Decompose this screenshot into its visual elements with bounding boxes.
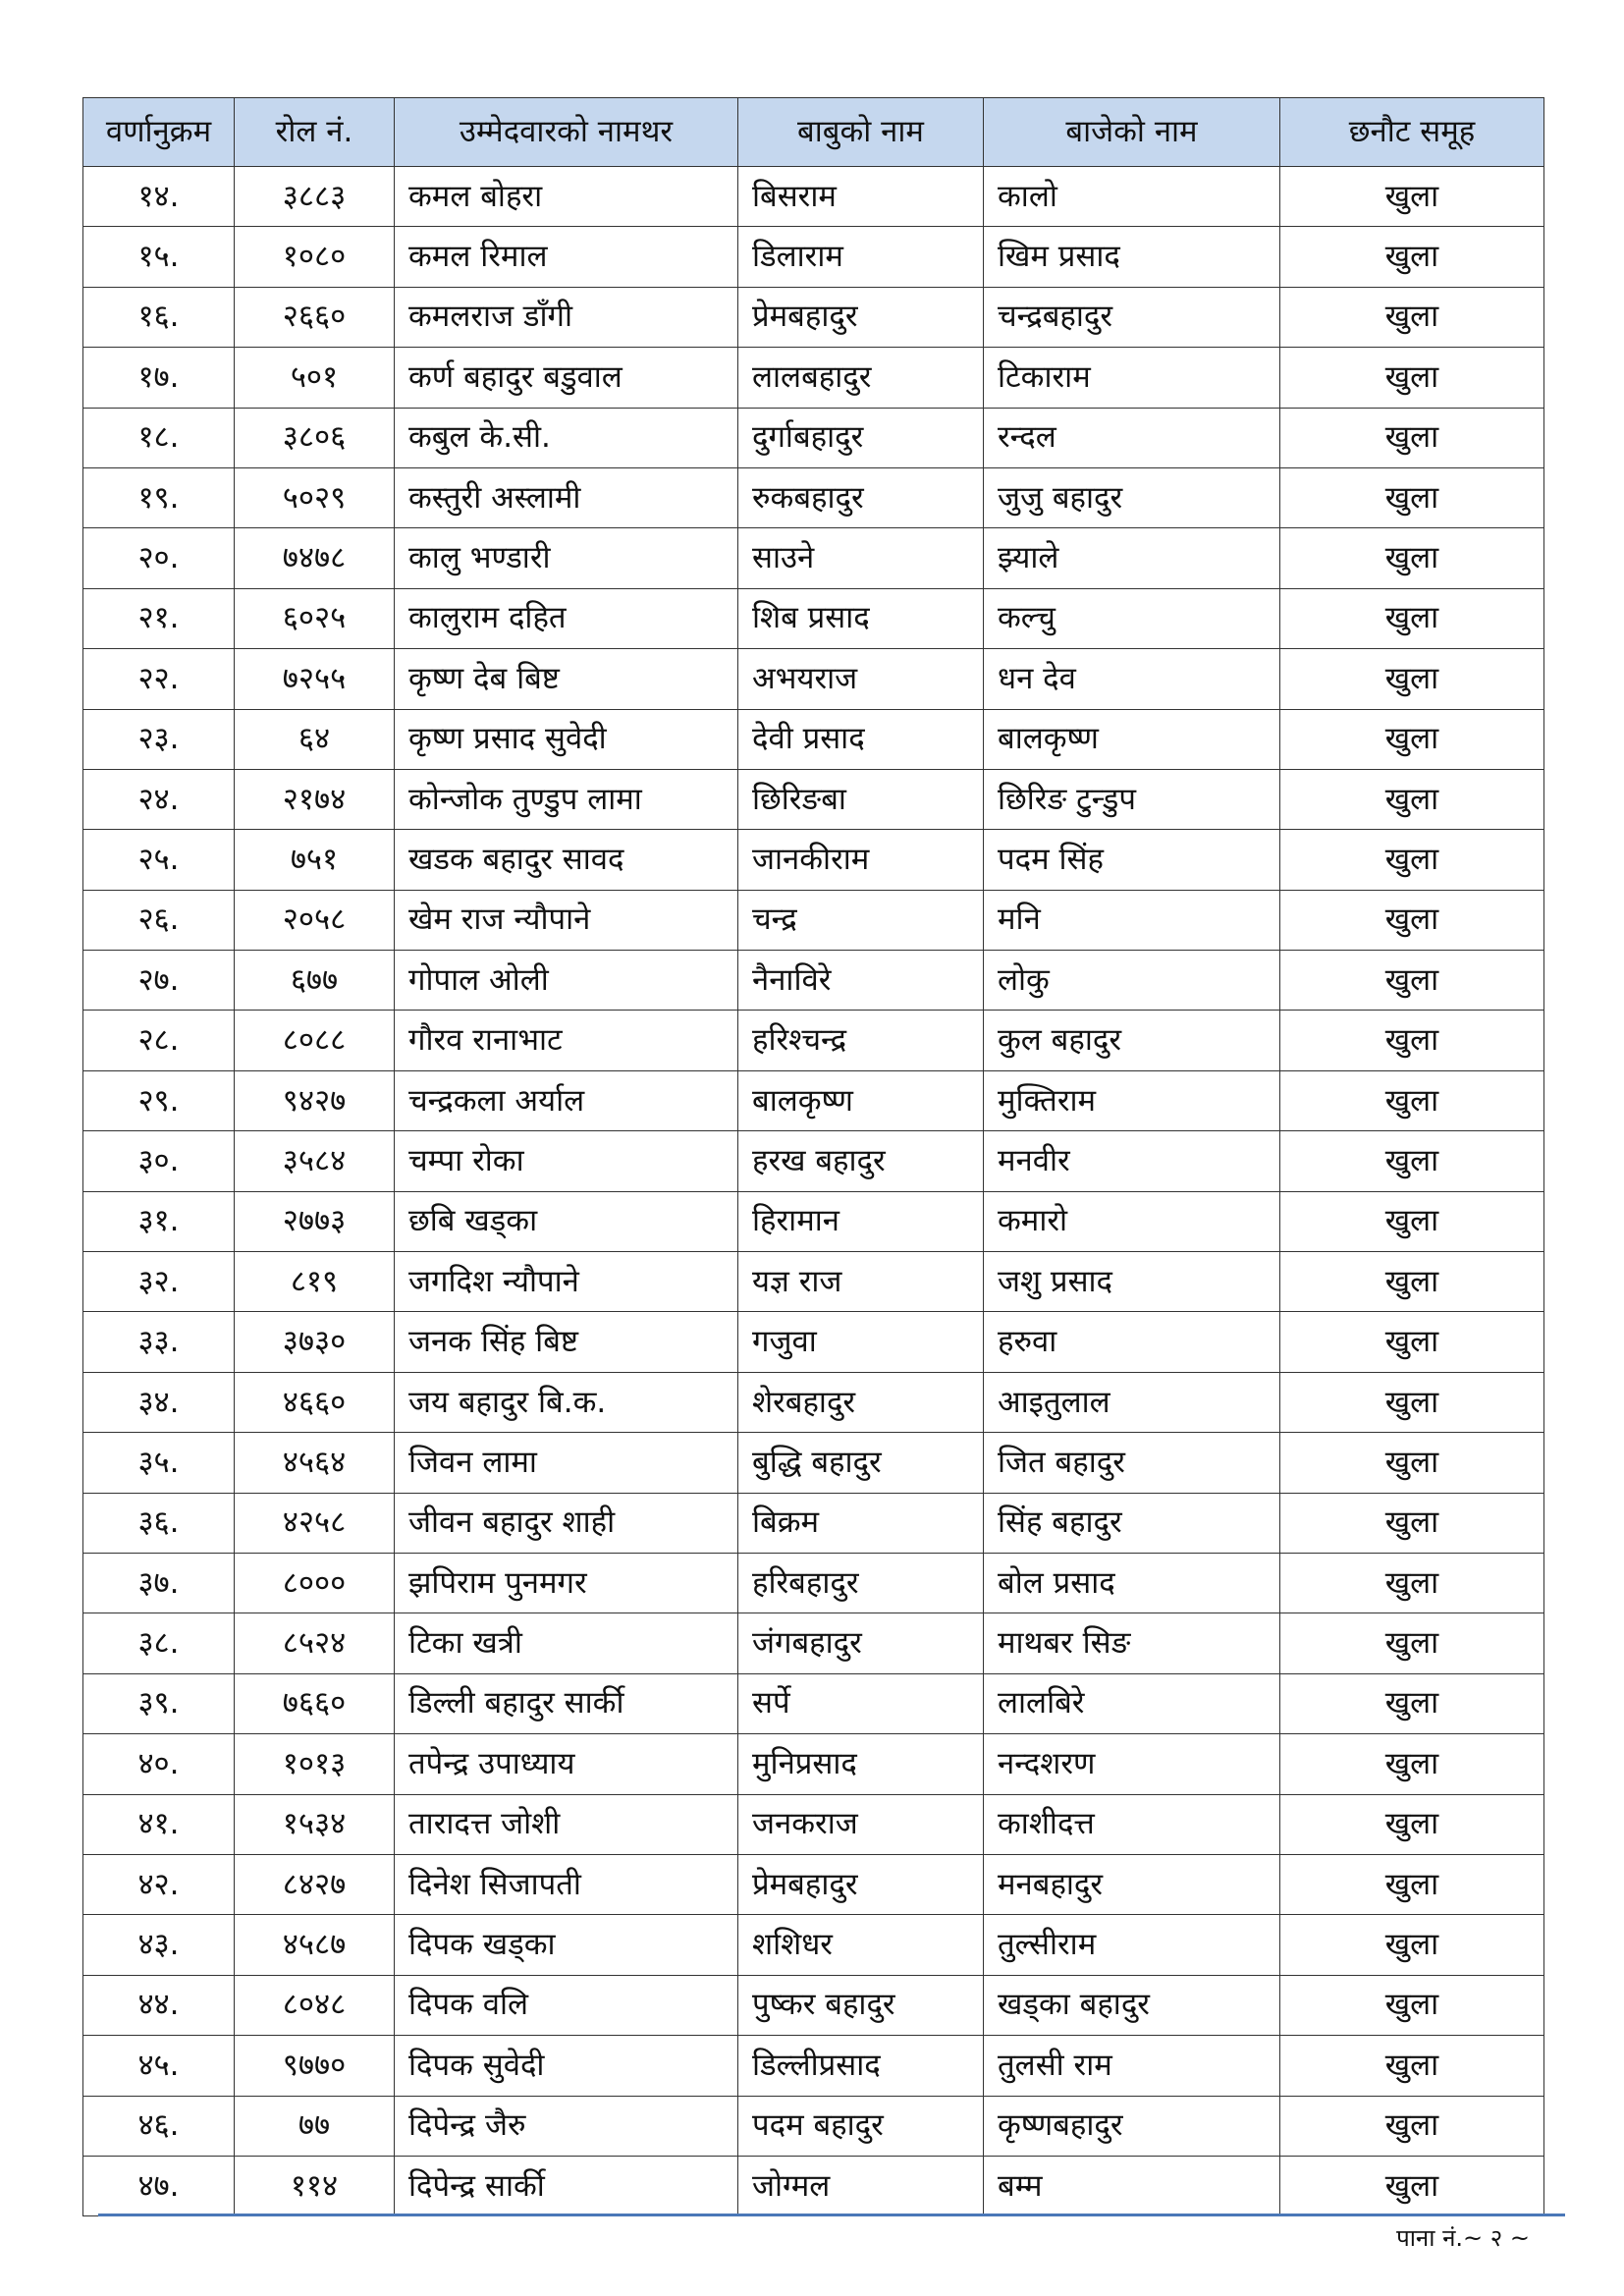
serial-cell: १४. [83,167,235,227]
grandfather-name-cell: सिंह बहादुर [984,1493,1280,1553]
serial-cell: ४४. [83,1975,235,2035]
selection-group-cell: खुला [1280,227,1544,287]
father-name-cell: जंगबहादुर [738,1613,984,1673]
father-name-cell: साउने [738,528,984,588]
table-row [83,588,1544,648]
candidate-name-cell: कालु भण्डारी [395,528,738,588]
roll-number-cell: ९७७० [235,2036,395,2096]
selection-group-cell: खुला [1280,1312,1544,1372]
roll-number-cell: ८००० [235,1553,395,1613]
serial-cell: २३. [83,709,235,769]
grandfather-name-cell: कृष्णबहादुर [984,2096,1280,2156]
serial-cell: ४७. [83,2156,235,2215]
father-name-cell: अभयराज [738,649,984,709]
candidate-name-cell: जीवन बहादुर शाही [395,1493,738,1553]
candidate-name-cell: दिपेन्द्र जैरु [395,2096,738,2156]
serial-cell: १६. [83,287,235,347]
candidate-name-cell: तारादत्त जोशी [395,1794,738,1854]
candidate-name-cell: डिल्ली बहादुर सार्की [395,1673,738,1733]
grandfather-name-cell: माथबर सिङ [984,1613,1280,1673]
serial-cell: १९. [83,467,235,527]
roll-number-cell: ३८८३ [235,167,395,227]
serial-cell: २१. [83,588,235,648]
table-row [83,2096,1544,2156]
table-row [83,1734,1544,1794]
selection-group-cell: खुला [1280,1493,1544,1553]
father-name-cell: दुर्गाबहादुर [738,408,984,467]
candidate-name-cell: कृष्ण प्रसाद सुवेदी [395,709,738,769]
candidate-name-cell: झपिराम पुनमगर [395,1553,738,1613]
candidate-name-cell: चन्द्रकला अर्याल [395,1070,738,1130]
selection-group-cell: खुला [1280,951,1544,1011]
selection-group-cell: खुला [1280,1433,1544,1493]
grandfather-name-cell: टिकाराम [984,348,1280,408]
roll-number-cell: ४६६० [235,1372,395,1432]
father-name-cell: प्रेमबहादुर [738,1854,984,1914]
candidate-name-cell: कस्तुरी अस्लामी [395,467,738,527]
grandfather-name-cell: चन्द्रबहादुर [984,287,1280,347]
father-name-cell: शेरबहादुर [738,1372,984,1432]
table-row [83,408,1544,467]
roll-number-cell: ७७ [235,2096,395,2156]
serial-cell: २८. [83,1011,235,1070]
candidate-name-cell: कमलराज डाँगी [395,287,738,347]
table-row [83,467,1544,527]
selection-group-cell: खुला [1280,1070,1544,1130]
father-name-cell: सर्पे [738,1673,984,1733]
grandfather-name-cell: कमारो [984,1191,1280,1251]
serial-cell: ३९. [83,1673,235,1733]
serial-cell: १७. [83,348,235,408]
father-name-cell: पदम बहादुर [738,2096,984,2156]
father-name-cell: छिरिङबा [738,769,984,829]
serial-cell: ४०. [83,1734,235,1794]
roll-number-cell: २७७३ [235,1191,395,1251]
serial-cell: २४. [83,769,235,829]
serial-cell: ३०. [83,1131,235,1191]
table-row [83,649,1544,709]
table-row [83,1493,1544,1553]
selection-group-cell: खुला [1280,1553,1544,1613]
candidate-name-cell: जनक सिंह बिष्ट [395,1312,738,1372]
serial-cell: ३७. [83,1553,235,1613]
roll-number-cell: ९४२७ [235,1070,395,1130]
roll-number-cell: ८०४८ [235,1975,395,2035]
header-selection-group: छनौट समूह [1280,98,1544,167]
roll-number-cell: १०१३ [235,1734,395,1794]
table-row [83,1794,1544,1854]
footer-divider [98,2214,1565,2216]
selection-group-cell: खुला [1280,1673,1544,1733]
candidate-name-cell: कर्ण बहादुर बडुवाल [395,348,738,408]
grandfather-name-cell: कालो [984,167,1280,227]
roll-number-cell: ८५२४ [235,1613,395,1673]
father-name-cell: चन्द्र [738,890,984,950]
table-row [83,1975,1544,2035]
serial-cell: २५. [83,830,235,890]
candidate-name-cell: छबि खड्का [395,1191,738,1251]
table-row [83,1131,1544,1191]
selection-group-cell: खुला [1280,1975,1544,2035]
father-name-cell: जनकराज [738,1794,984,1854]
father-name-cell: डिलाराम [738,227,984,287]
selection-group-cell: खुला [1280,2036,1544,2096]
candidate-name-cell: खडक बहादुर सावद [395,830,738,890]
table-row [83,1252,1544,1312]
father-name-cell: हरिबहादुर [738,1553,984,1613]
father-name-cell: डिल्लीप्रसाद [738,2036,984,2096]
grandfather-name-cell: काशीदत्त [984,1794,1280,1854]
candidate-name-cell: जगदिश न्यौपाने [395,1252,738,1312]
serial-cell: ३६. [83,1493,235,1553]
serial-cell: ४२. [83,1854,235,1914]
selection-group-cell: खुला [1280,408,1544,467]
father-name-cell: हरिश्चन्द्र [738,1011,984,1070]
table-row [83,348,1544,408]
selection-group-cell: खुला [1280,1794,1544,1854]
candidate-name-cell: कृष्ण देब बिष्ट [395,649,738,709]
serial-cell: २६. [83,890,235,950]
roll-number-cell: १०८० [235,227,395,287]
table-row [83,1191,1544,1251]
grandfather-name-cell: बालकृष्ण [984,709,1280,769]
selection-group-cell: खुला [1280,830,1544,890]
candidate-name-cell: कमल रिमाल [395,227,738,287]
roll-number-cell: ८१९ [235,1252,395,1312]
selection-group-cell: खुला [1280,287,1544,347]
candidate-name-cell: दिपेन्द्र सार्की [395,2156,738,2215]
selection-group-cell: खुला [1280,649,1544,709]
father-name-cell: नैनाविरे [738,951,984,1011]
father-name-cell: बिसराम [738,167,984,227]
serial-cell: ४३. [83,1915,235,1975]
selection-group-cell: खुला [1280,890,1544,950]
grandfather-name-cell: तुल्सीराम [984,1915,1280,1975]
father-name-cell: बुद्धि बहादुर [738,1433,984,1493]
candidate-name-cell: कोन्जोक तुण्डुप लामा [395,769,738,829]
candidate-name-cell: जय बहादुर बि.क. [395,1372,738,1432]
roll-number-cell: ४२५८ [235,1493,395,1553]
selection-group-cell: खुला [1280,709,1544,769]
page-number: पाना नं.~ २ ~ [1396,2224,1530,2252]
grandfather-name-cell: नन्दशरण [984,1734,1280,1794]
father-name-cell: शिब प्रसाद [738,588,984,648]
serial-cell: २७. [83,951,235,1011]
header-father-name: बाबुको नाम [738,98,984,167]
grandfather-name-cell: छिरिङ टुन्डुप [984,769,1280,829]
table-row [83,1673,1544,1733]
table-row [83,1854,1544,1914]
selection-group-cell: खुला [1280,769,1544,829]
grandfather-name-cell: कल्चु [984,588,1280,648]
candidate-name-cell: जिवन लामा [395,1433,738,1493]
candidate-name-cell: गौरव रानाभाट [395,1011,738,1070]
grandfather-name-cell: मनबहादुर [984,1854,1280,1914]
table-row [83,1070,1544,1130]
table-row [83,227,1544,287]
selection-group-cell: खुला [1280,1131,1544,1191]
table-row [83,890,1544,950]
roll-number-cell: ४५८७ [235,1915,395,1975]
selection-group-cell: खुला [1280,2156,1544,2215]
roll-number-cell: ७२५५ [235,649,395,709]
candidate-name-cell: कबुल के.सी. [395,408,738,467]
table-row [83,951,1544,1011]
roll-number-cell: ७५१ [235,830,395,890]
roll-number-cell: ५०१ [235,348,395,408]
roll-number-cell: २१७४ [235,769,395,829]
selection-group-cell: खुला [1280,2096,1544,2156]
grandfather-name-cell: जुजु बहादुर [984,467,1280,527]
father-name-cell: रुकबहादुर [738,467,984,527]
selection-group-cell: खुला [1280,528,1544,588]
selection-group-cell: खुला [1280,1734,1544,1794]
selection-group-cell: खुला [1280,1372,1544,1432]
serial-cell: ३२. [83,1252,235,1312]
father-name-cell: हिरामान [738,1191,984,1251]
grandfather-name-cell: जशु प्रसाद [984,1252,1280,1312]
selection-group-cell: खुला [1280,1854,1544,1914]
serial-cell: ४५. [83,2036,235,2096]
table-row [83,1553,1544,1613]
father-name-cell: गजुवा [738,1312,984,1372]
table-row [83,528,1544,588]
grandfather-name-cell: हरुवा [984,1312,1280,1372]
table-row [83,1312,1544,1372]
father-name-cell: देवी प्रसाद [738,709,984,769]
grandfather-name-cell: तुलसी राम [984,2036,1280,2096]
father-name-cell: शशिधर [738,1915,984,1975]
serial-cell: ४६. [83,2096,235,2156]
table-row [83,2156,1544,2215]
father-name-cell: लालबहादुर [738,348,984,408]
grandfather-name-cell: झ्याले [984,528,1280,588]
roll-number-cell: ३५८४ [235,1131,395,1191]
candidate-table [82,97,1544,2216]
grandfather-name-cell: आइतुलाल [984,1372,1280,1432]
serial-cell: २०. [83,528,235,588]
candidate-name-cell: दिपक खड्का [395,1915,738,1975]
serial-cell: ३४. [83,1372,235,1432]
father-name-cell: जोग्मल [738,2156,984,2215]
selection-group-cell: खुला [1280,1613,1544,1673]
grandfather-name-cell: मुक्तिराम [984,1070,1280,1130]
table-row [83,2036,1544,2096]
roll-number-cell: ११४ [235,2156,395,2215]
roll-number-cell: ६४ [235,709,395,769]
selection-group-cell: खुला [1280,348,1544,408]
roll-number-cell: ५०२९ [235,467,395,527]
candidate-table-wrapper [82,97,1543,2216]
candidate-name-cell: कालुराम दहित [395,588,738,648]
table-row [83,709,1544,769]
candidate-name-cell: दिपक सुवेदी [395,2036,738,2096]
grandfather-name-cell: मनवीर [984,1131,1280,1191]
table-row [83,1011,1544,1070]
header-roll-number: रोल नं. [235,98,395,167]
serial-cell: १८. [83,408,235,467]
header-candidate-name: उम्मेदवारको नामथर [395,98,738,167]
selection-group-cell: खुला [1280,167,1544,227]
roll-number-cell: ३८०६ [235,408,395,467]
grandfather-name-cell: खिम प्रसाद [984,227,1280,287]
serial-cell: ३८. [83,1613,235,1673]
candidate-name-cell: दिनेश सिजापती [395,1854,738,1914]
table-row [83,287,1544,347]
grandfather-name-cell: रन्दल [984,408,1280,467]
candidate-name-cell: तपेन्द्र उपाध्याय [395,1734,738,1794]
serial-cell: ३५. [83,1433,235,1493]
serial-cell: ३३. [83,1312,235,1372]
grandfather-name-cell: मनि [984,890,1280,950]
table-body [83,167,1544,2216]
grandfather-name-cell: जित बहादुर [984,1433,1280,1493]
candidate-name-cell: चम्पा रोका [395,1131,738,1191]
table-row [83,167,1544,227]
grandfather-name-cell: बम्म [984,2156,1280,2215]
roll-number-cell: २०५८ [235,890,395,950]
candidate-name-cell: दिपक वलि [395,1975,738,2035]
father-name-cell: पुष्कर बहादुर [738,1975,984,2035]
table-header-row [83,98,1544,167]
roll-number-cell: ६७७ [235,951,395,1011]
header-grandfather-name: बाजेको नाम [984,98,1280,167]
roll-number-cell: ७६६० [235,1673,395,1733]
roll-number-cell: ८४२७ [235,1854,395,1914]
selection-group-cell: खुला [1280,1252,1544,1312]
roll-number-cell: ८०८८ [235,1011,395,1070]
selection-group-cell: खुला [1280,467,1544,527]
father-name-cell: हरख बहादुर [738,1131,984,1191]
roll-number-cell: २६६० [235,287,395,347]
table-row [83,1433,1544,1493]
grandfather-name-cell: कुल बहादुर [984,1011,1280,1070]
table-row [83,1613,1544,1673]
candidate-name-cell: कमल बोहरा [395,167,738,227]
serial-cell: ३१. [83,1191,235,1251]
grandfather-name-cell: लालबिरे [984,1673,1280,1733]
candidate-name-cell: गोपाल ओली [395,951,738,1011]
selection-group-cell: खुला [1280,1011,1544,1070]
grandfather-name-cell: धन देव [984,649,1280,709]
table-row [83,830,1544,890]
header-serial: वर्णानुक्रम [83,98,235,167]
selection-group-cell: खुला [1280,1191,1544,1251]
serial-cell: २२. [83,649,235,709]
father-name-cell: प्रेमबहादुर [738,287,984,347]
father-name-cell: बिक्रम [738,1493,984,1553]
roll-number-cell: ३७३० [235,1312,395,1372]
father-name-cell: यज्ञ राज [738,1252,984,1312]
serial-cell: ४१. [83,1794,235,1854]
roll-number-cell: १५३४ [235,1794,395,1854]
roll-number-cell: ६०२५ [235,588,395,648]
table-row [83,1915,1544,1975]
grandfather-name-cell: खड्का बहादुर [984,1975,1280,2035]
roll-number-cell: ४५६४ [235,1433,395,1493]
grandfather-name-cell: लोकु [984,951,1280,1011]
grandfather-name-cell: बोल प्रसाद [984,1553,1280,1613]
table-row [83,1372,1544,1432]
serial-cell: २९. [83,1070,235,1130]
table-row [83,769,1544,829]
selection-group-cell: खुला [1280,588,1544,648]
candidate-name-cell: टिका खत्री [395,1613,738,1673]
father-name-cell: जानकीराम [738,830,984,890]
roll-number-cell: ७४७८ [235,528,395,588]
father-name-cell: मुनिप्रसाद [738,1734,984,1794]
candidate-name-cell: खेम राज न्यौपाने [395,890,738,950]
selection-group-cell: खुला [1280,1915,1544,1975]
serial-cell: १५. [83,227,235,287]
father-name-cell: बालकृष्ण [738,1070,984,1130]
grandfather-name-cell: पदम सिंह [984,830,1280,890]
